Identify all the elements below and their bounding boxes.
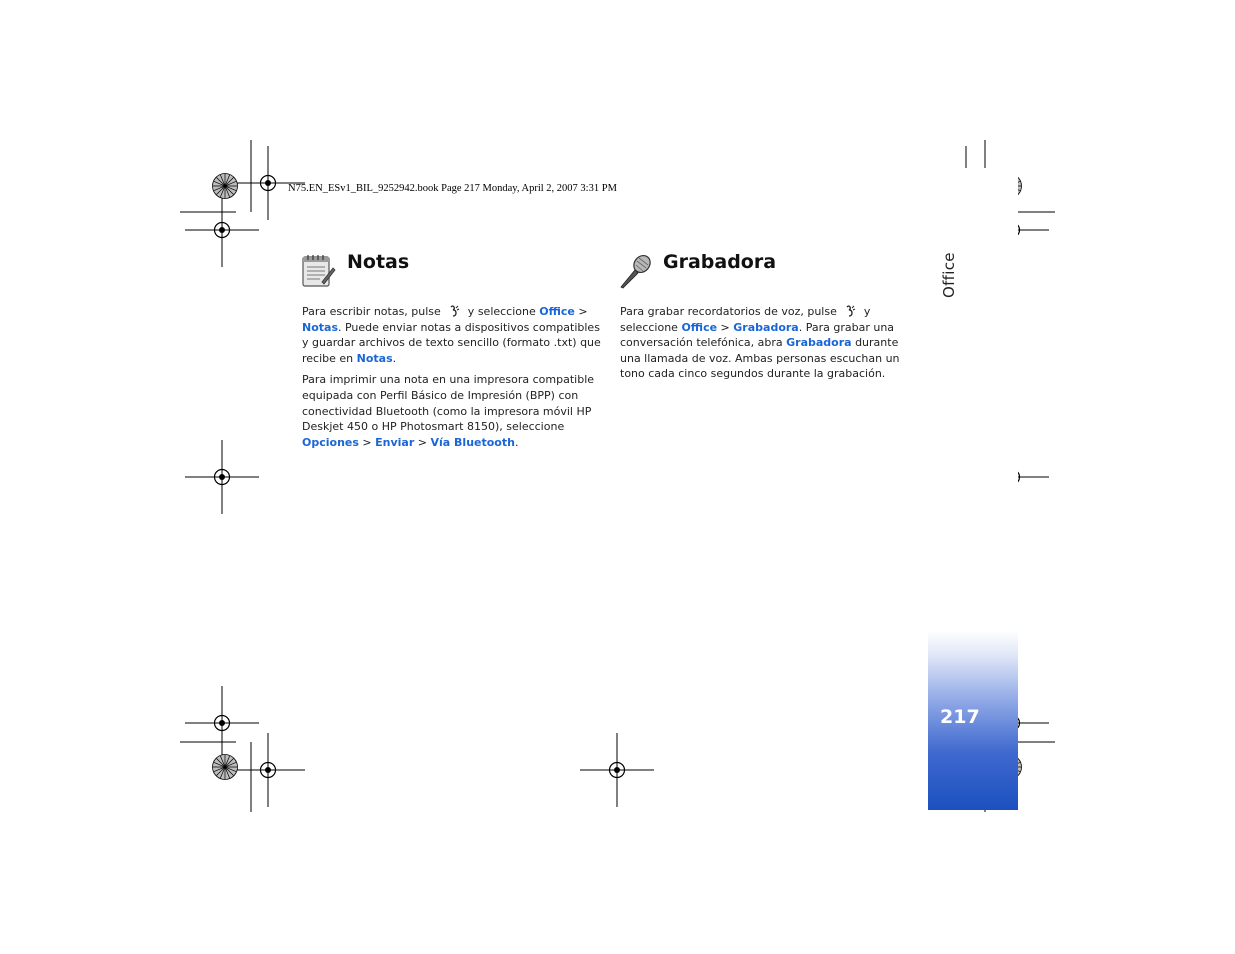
text: Para escribir notas, pulse <box>302 305 445 318</box>
separator: > <box>574 305 588 318</box>
grabadora-body <box>620 304 916 388</box>
menu-key-icon <box>448 305 460 317</box>
link-grabadora[interactable]: Grabadora <box>733 320 799 334</box>
text: Para imprimir una nota en una impresora compatible equipada con Perfil Básico de Impresión (BPP) con conectividad Bluetooth (como la impresora móvil HP Deskjet 450 o HP Photosmart 8150), seleccione <box>302 373 595 434</box>
notas-body <box>302 304 608 456</box>
microphone-icon <box>618 253 654 289</box>
grabadora-title: Grabadora <box>663 251 777 273</box>
menu-key-icon <box>844 305 856 317</box>
notas-paragraph-1 <box>302 304 608 366</box>
text: . Puede enviar notas a dispositivos compatibles y guardar archivos de texto sencillo (formato .txt) que recibe en <box>302 320 601 365</box>
text: . <box>514 435 519 449</box>
link-opciones[interactable]: Opciones <box>302 435 359 449</box>
grabadora-paragraph-1 <box>620 304 916 382</box>
text: y seleccione <box>620 305 871 334</box>
link-via-bluetooth[interactable]: Vía Bluetooth <box>430 435 515 449</box>
text: . <box>392 351 397 365</box>
section-label-text: Office <box>940 252 958 298</box>
separator: > <box>717 320 734 334</box>
link-grabadora[interactable]: Grabadora <box>786 336 852 350</box>
separator: > <box>358 435 376 449</box>
link-notas[interactable]: Notas <box>356 351 393 365</box>
book-header: N75.EN_ESv1_BIL_9252942.book Page 217 Monday, April 2, 2007 3:31 PM <box>288 183 617 194</box>
separator: > <box>414 435 431 449</box>
link-office[interactable]: Office <box>681 320 718 334</box>
notas-paragraph-2 <box>302 372 608 450</box>
link-notas[interactable]: Notas <box>302 320 338 334</box>
text: . Para grabar una conversación telefónica, abra <box>620 320 895 350</box>
link-enviar[interactable]: Enviar <box>375 435 415 449</box>
text: y seleccione <box>464 305 540 318</box>
text: durante una llamada de voz. Ambas personas escuchan un tono cada cinco segundos durante la grabación. <box>620 336 900 381</box>
section-label <box>940 252 970 316</box>
notas-title: Notas <box>347 251 410 273</box>
text: Para grabar recordatorios de voz, pulse <box>620 305 841 318</box>
link-office[interactable]: Office <box>539 305 575 318</box>
page-number: 217 <box>940 706 980 728</box>
notepad-icon <box>300 252 336 288</box>
